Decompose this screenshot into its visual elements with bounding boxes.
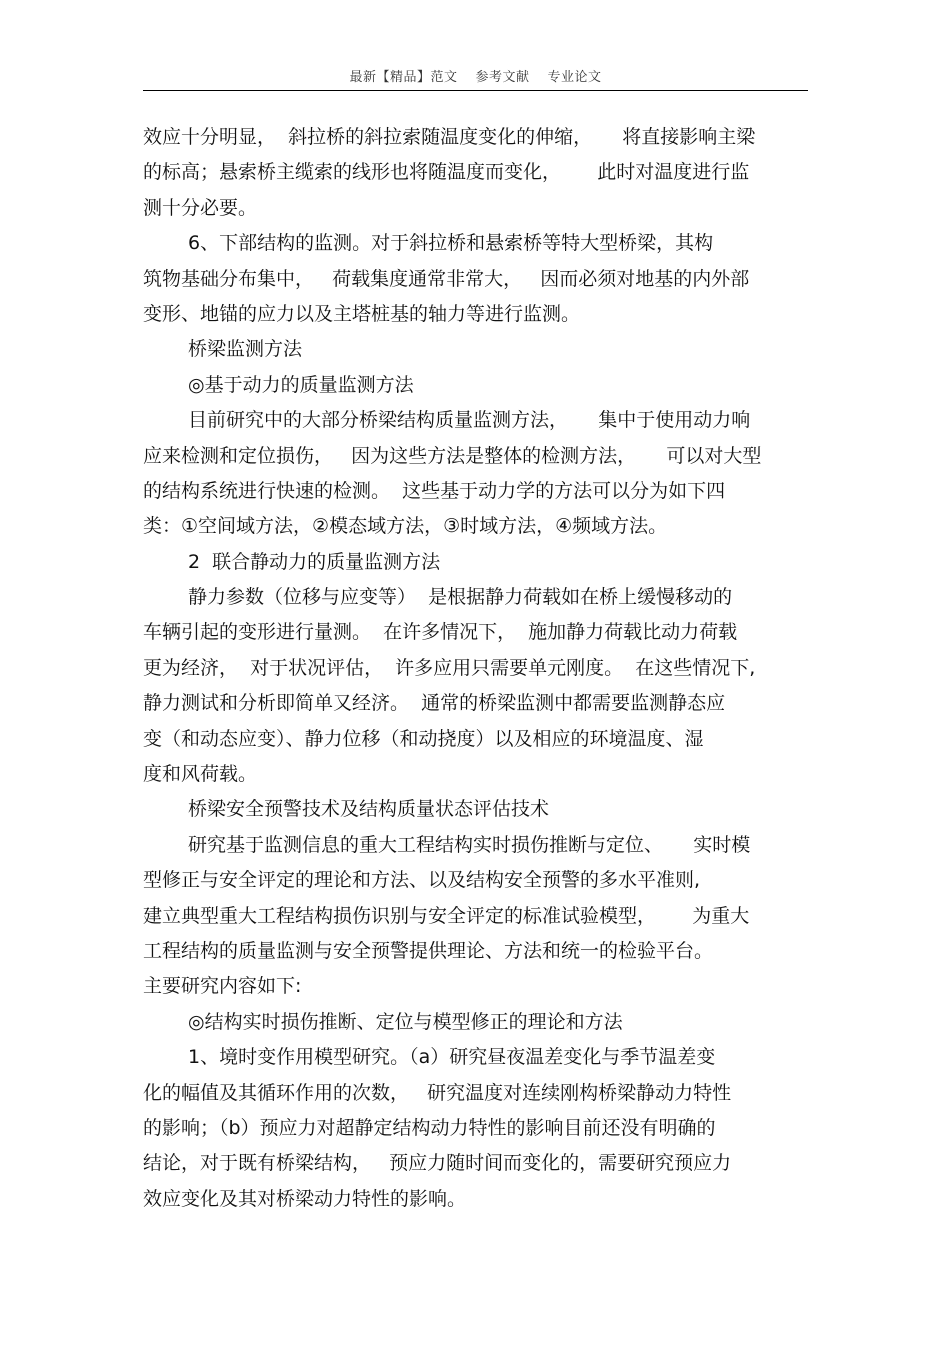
text-line: 变（和动态应变）、静力位移（和动挠度）以及相应的环境温度、湿 [143, 727, 704, 750]
header-item-references: 参考文献 [475, 70, 530, 85]
text-line: ◎基于动力的质量监测方法 [188, 373, 414, 396]
text-line: 变形、地锚的应力以及主塔桩基的轴力等进行监测。 [143, 302, 581, 325]
text-line: 研究基于监测信息的重大工程结构实时损伤推断与定位、 实时模 [188, 833, 751, 856]
text-line: 的标高；悬索桥主缆索的线形也将随温度而变化， 此时对温度进行监 [143, 161, 750, 184]
text-line: 度和风荷载。 [143, 763, 258, 786]
text-line: 车辆引起的变形进行量测。 在许多情况下， 施加静力荷载比动力荷载 [143, 621, 738, 644]
text-line: 建立典型重大工程结构损伤识别与安全评定的标准试验模型， 为重大 [143, 904, 750, 927]
text-line: 主要研究内容如下: [143, 975, 302, 998]
text-line: 静力测试和分析即简单又经济。 通常的桥梁监测中都需要监测静态应 [143, 692, 726, 715]
text-line: 筑物基础分布集中， 荷载集度通常非常大， 因而必须对地基的内外部 [143, 267, 750, 290]
text-line: 2 联合静动力的质量监测方法 [188, 550, 441, 573]
text-line: 型修正与安全评定的理论和方法、以及结构安全预警的多水平准则, [143, 869, 701, 892]
text-line: 应来检测和定位损伤， 因为这些方法是整体的检测方法， 可以对大型 [143, 444, 762, 467]
page-header [143, 66, 808, 85]
text-line: 桥梁监测方法 [188, 338, 303, 361]
text-line: 测十分必要。 [143, 196, 258, 219]
header-item-latest-essays: 最新【精品】范文 [349, 70, 458, 85]
text-line: 1、境时变作用模型研究。（a）研究昼夜温差变化与季节温差变 [188, 1046, 716, 1069]
text-line: 的影响；（b）预应力对超静定结构动力特性的影响目前还没有明确的 [143, 1116, 716, 1139]
text-line: 工程结构的质量监测与安全预警提供理论、方法和统一的检验平台。 [143, 939, 714, 962]
text-line: 效应变化及其对桥梁动力特性的影响。 [143, 1187, 467, 1210]
body-text [143, 120, 808, 1217]
text-line: 化的幅值及其循环作用的次数， 研究温度对连续刚构桥梁静动力特性 [143, 1081, 732, 1104]
text-line: 结论，对于既有桥梁结构， 预应力随时间而变化的，需要研究预应力 [143, 1152, 732, 1175]
text-line: 效应十分明显， 斜拉桥的斜拉索随温度变化的伸缩， 将直接影响主梁 [143, 126, 756, 148]
text-line: 更为经济， 对于状况评估， 许多应用只需要单元刚度。 在这些情况下, [143, 656, 756, 679]
text-line: 类：①空间域方法，②模态域方法，③时域方法，④频域方法。 [143, 515, 668, 538]
text-line: 目前研究中的大部分桥梁结构质量监测方法， 集中于使用动力响 [188, 409, 751, 432]
header-item-papers: 专业论文 [547, 70, 602, 85]
text-line: ◎结构实时损伤推断、定位与模型修正的理论和方法 [188, 1010, 623, 1033]
text-line: 6、下部结构的监测。对于斜拉桥和悬索桥等特大型桥梁，其构 [188, 232, 714, 255]
text-line: 静力参数（位移与应变等） 是根据静力荷载如在桥上缓慢移动的 [188, 586, 733, 609]
text-line: 桥梁安全预警技术及结构质量状态评估技术 [188, 798, 550, 821]
header-rule [143, 90, 808, 91]
text-line: 的结构系统进行快速的检测。 这些基于动力学的方法可以分为如下四 [143, 479, 726, 502]
